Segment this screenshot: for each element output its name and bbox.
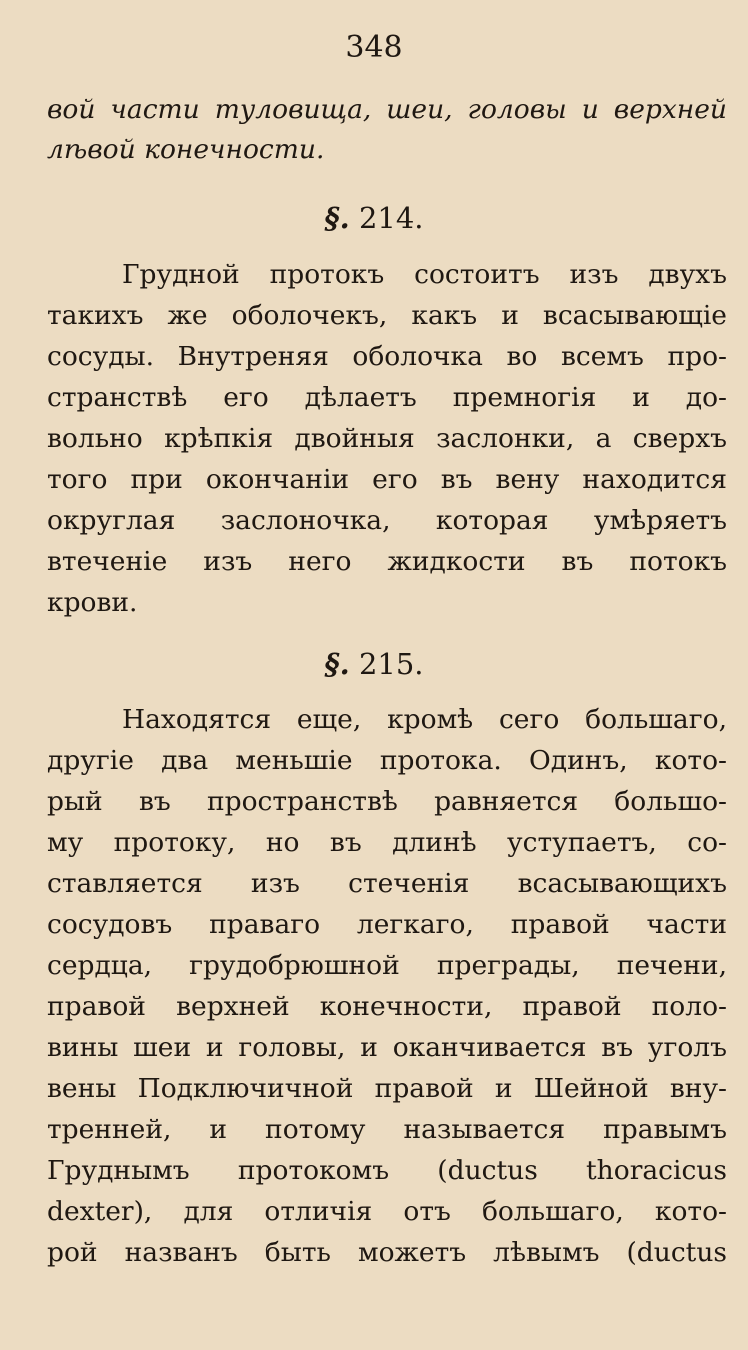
text-line-content: лѣвой конечности. (47, 134, 325, 165)
paragraph-line: втеченіе изъ него жидкости въ потокъ (47, 546, 727, 577)
paragraph-line: сердца, грудобрюшной преграды, печени, (47, 950, 727, 981)
page-number: 348 (345, 30, 403, 65)
text-line-content: вой части туловища, шеи, головы и верхней (47, 94, 727, 125)
paragraph-line: тренней, и потому называется правымъ (47, 1114, 727, 1145)
text-line (47, 130, 727, 170)
paragraph-line: крови. (47, 587, 138, 618)
section-heading-215 (0, 644, 748, 684)
paragraph-line: вены Подключичной правой и Шейной вну- (47, 1073, 727, 1104)
paragraph-line: правой верхней конечности, правой поло- (47, 991, 727, 1022)
paragraph-line: dexter), для отличія отъ большаго, кото- (47, 1196, 727, 1227)
section-sign: §. (324, 201, 350, 235)
section-heading-214 (0, 198, 748, 238)
paragraph-line: рой названъ быть можетъ лѣвымъ (ductus (47, 1237, 727, 1268)
section-sign: §. (324, 647, 350, 681)
section-number: 215. (358, 647, 424, 681)
paragraph-line: такихъ же оболочекъ, какъ и всасывающіе (47, 300, 727, 331)
paragraph-line: вольно крѣпкія двойныя заслонки, а сверхъ (47, 423, 727, 454)
paragraph-line: Грудной протокъ состоитъ изъ двухъ (122, 259, 727, 290)
paragraph-line: странствѣ его дѣлаетъ премногія и до- (47, 382, 727, 413)
section-number: 214. (358, 201, 424, 235)
paragraph-line: Находятся еще, кромѣ сего большаго, (122, 704, 727, 735)
paragraph-line: сосудовъ праваго легкаго, правой части (47, 909, 727, 940)
paragraph-line: рый въ пространствѣ равняется большо- (47, 786, 727, 817)
paragraph-line: Груднымъ протокомъ (ductus thoracicus (47, 1155, 727, 1186)
paragraph-line: того при окончаніи его въ вену находится (47, 464, 727, 495)
paragraph-line: вины шеи и головы, и оканчивается въ уголъ (47, 1032, 727, 1063)
paragraph-line: му протоку, но въ длинѣ уступаетъ, со- (47, 827, 727, 858)
paragraph-line: округлая заслоночка, которая умѣряетъ (47, 505, 727, 536)
paragraph-line: сосуды. Внутреняя оболочка во всемъ про- (47, 341, 727, 372)
paragraph-line: ставляется изъ стеченія всасывающихъ (47, 868, 727, 899)
paragraph-line: другіе два меньшіе протока. Одинъ, кото- (47, 745, 727, 776)
text-line (47, 90, 727, 130)
